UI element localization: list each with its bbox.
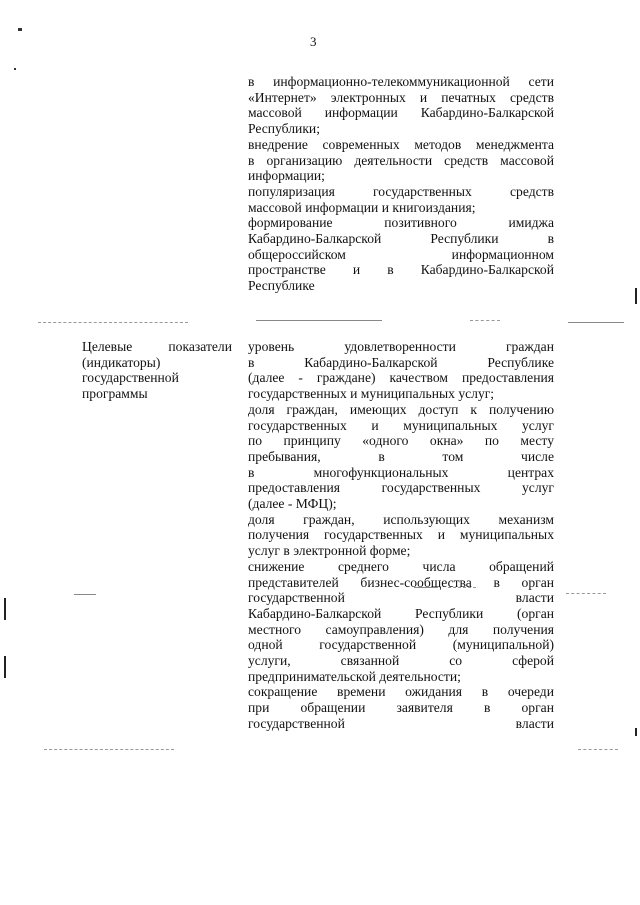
text-line: государственных и муниципальных услуг;	[248, 386, 495, 402]
text-line: получения государственных и муниципальных	[248, 527, 554, 543]
text-line: Кабардино-Балкарской Республики (орган	[248, 605, 554, 621]
page-number: 3	[310, 34, 317, 49]
text-line: представителей бизнес-сообщества в орган	[248, 574, 554, 590]
text-line: (далее - граждане) качеством предоставления	[248, 370, 554, 386]
text-line: пребывания, в том числе	[248, 448, 554, 464]
text-line: доля граждан, имеющих доступ к получению	[248, 401, 554, 417]
edge-mark	[4, 598, 6, 620]
text-line: сокращение времени ожидания в очереди	[248, 684, 554, 700]
text-line: государственных и муниципальных услуг	[248, 417, 554, 433]
text-line: Республике	[248, 278, 315, 294]
scan-rule	[74, 594, 96, 595]
text-line: доля граждан, использующих механизм	[248, 511, 554, 527]
text-line: Республики;	[248, 121, 320, 137]
label-line: государственной	[82, 370, 179, 386]
text-line: государственной власти	[248, 590, 554, 606]
text-line: в Кабардино-Балкарской Республике	[248, 354, 554, 370]
text-line: формирование позитивного имиджа	[248, 215, 554, 231]
scan-rule	[44, 749, 174, 750]
table-rule	[256, 320, 382, 321]
text-line: в организацию деятельности средств массовой	[248, 152, 554, 168]
text-line: общероссийском информационном	[248, 246, 554, 262]
text-line: услуг в электронной форме;	[248, 543, 411, 559]
top-text-block	[248, 74, 554, 294]
text-line: массовой информации Кабардино-Балкарской	[248, 105, 554, 121]
row-label	[82, 339, 232, 402]
text-line: государственной власти	[248, 715, 554, 731]
scan-mark-left	[14, 68, 16, 70]
table-rule	[470, 320, 500, 321]
text-line: услуги, связанной со сферой	[248, 653, 554, 669]
text-line: в информационно-телекоммуникационной сети	[248, 74, 554, 89]
text-line: Кабардино-Балкарской Республики в	[248, 231, 554, 247]
text-line: при обращении заявителя в орган	[248, 700, 554, 716]
scan-mark-top-left	[18, 28, 22, 31]
scan-rule	[578, 749, 618, 750]
edge-mark	[4, 656, 6, 678]
text-line: популяризация государственных средств	[248, 183, 554, 199]
scan-rule	[448, 587, 476, 588]
text-line: снижение среднего числа обращений	[248, 558, 554, 574]
text-line: уровень удовлетворенности граждан	[248, 339, 554, 354]
edge-mark	[635, 288, 637, 304]
row-content	[248, 339, 554, 732]
text-line: по принципу «одного окна» по месту	[248, 433, 554, 449]
text-line: внедрение современных методов менеджмента	[248, 136, 554, 152]
table-rule	[38, 322, 188, 323]
label-line: программы	[82, 386, 148, 402]
text-line: «Интернет» электронных и печатных средств	[248, 89, 554, 105]
text-line: массовой информации и книгоиздания;	[248, 199, 476, 215]
scan-rule	[566, 593, 606, 594]
edge-mark	[635, 728, 637, 736]
label-line: (индикаторы)	[82, 354, 161, 370]
text-line: (далее - МФЦ);	[248, 496, 337, 512]
text-line: одной государственной (муниципальной)	[248, 637, 554, 653]
text-line: предпринимательской деятельности;	[248, 668, 461, 684]
text-line: предоставления государственных услуг	[248, 480, 554, 496]
scan-rule	[414, 587, 438, 588]
text-line: местного самоуправления) для получения	[248, 621, 554, 637]
label-line: Целевые показатели	[82, 339, 232, 354]
text-line: пространстве и в Кабардино-Балкарской	[248, 262, 554, 278]
text-line: информации;	[248, 168, 325, 184]
table-rule	[568, 322, 624, 323]
text-line: в многофункциональных центрах	[248, 464, 554, 480]
